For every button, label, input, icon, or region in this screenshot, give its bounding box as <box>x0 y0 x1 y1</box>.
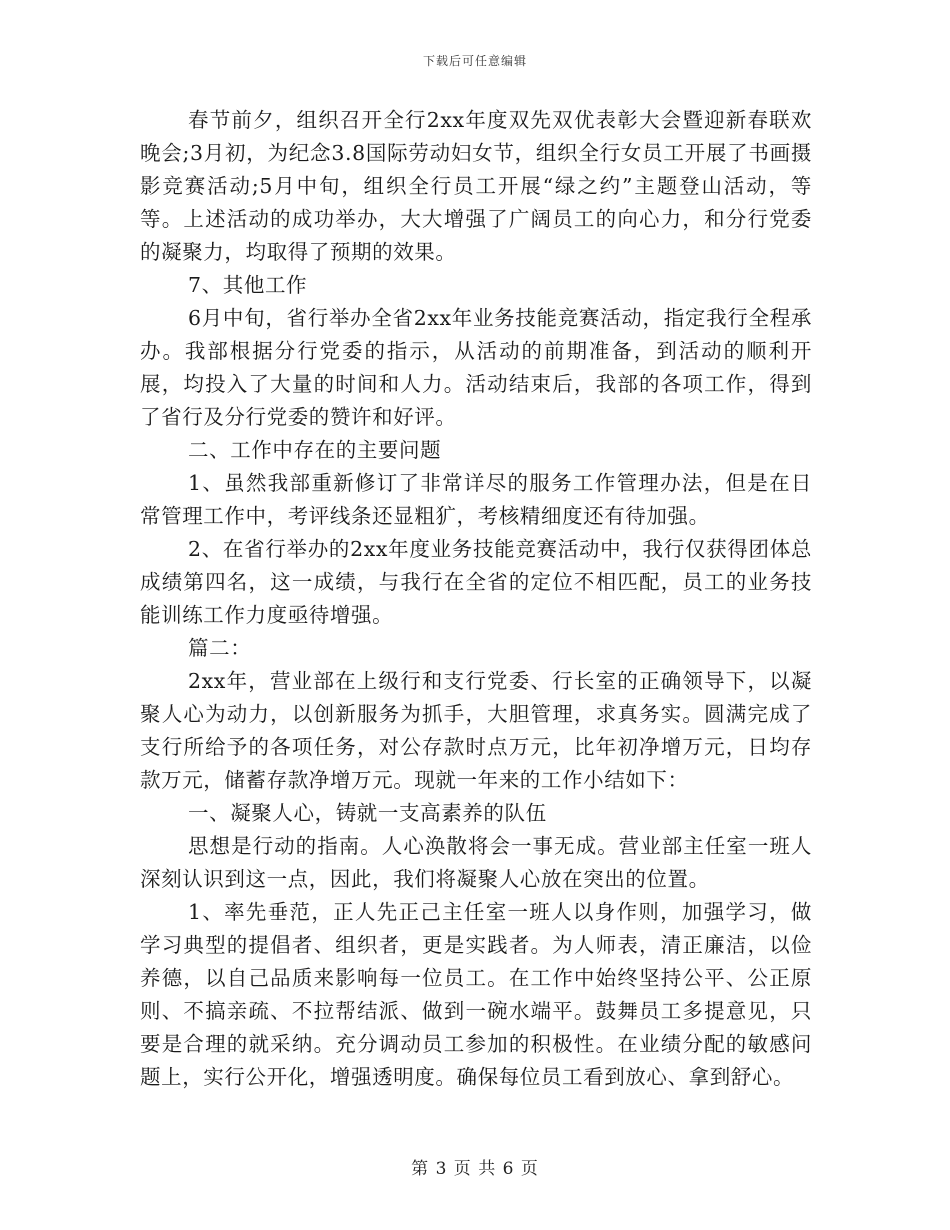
page-header: 下载后可任意编辑 <box>422 54 527 68</box>
section-heading: 二、工作中存在的主要问题 <box>188 438 442 462</box>
document-body <box>140 104 812 1094</box>
paragraph: 1、虽然我部重新修订了非常详尽的服务工作管理办法，但是在日常管理工作中，考评线条还显粗犷，考核精细度还有待加强。 <box>140 471 812 528</box>
section-heading: 篇二： <box>188 636 252 660</box>
paragraph: 6月中旬，省行举办全省2xx年业务技能竞赛活动，指定我行全程承办。我部根据分行党委的指示，从活动的前期准备，到活动的顺利开展，均投入了大量的时间和人力。活动结束后，我部的各项工作，得到了省行及分行党委的赞许和好评。 <box>140 306 812 429</box>
paragraph: 春节前夕，组织召开全行2xx年度双先双优表彰大会暨迎新春联欢晚会;3月初，为纪念3.8国际劳动妇女节，组织全行女员工开展了书画摄影竞赛活动;5月中旬，组织全行员工开展“绿之约”主题登山活动，等等。上述活动的成功举办，大大增强了广阔员工的向心力，和分行党委的凝聚力，均取得了预期的效果。 <box>140 108 812 264</box>
page-number: 第 3 页 共 6 页 <box>411 1159 539 1179</box>
section-heading: 7、其他工作 <box>188 273 308 297</box>
paragraph: 思想是行动的指南。人心涣散将会一事无成。营业部主任室一班人深刻认识到这一点，因此，我们将凝聚人心放在突出的位置。 <box>140 834 812 891</box>
section-heading: 一、凝聚人心，铸就一支高素养的队伍 <box>188 801 547 825</box>
paragraph: 1、率先垂范，正人先正己主任室一班人以身作则，加强学习，做学习典型的提倡者、组织者，更是实践者。为人师表，清正廉洁，以俭养德，以自己品质来影响每一位员工。在工作中始终坚持公平、公正原则、不搞亲疏、不拉帮结派、做到一碗水端平。鼓舞员工多提意见，只要是合理的就采纳。充分调动员工参加的积极性。在业绩分配的敏感问题上，实行公开化，增强透明度。确保每位员工看到放心、拿到舒心。 <box>140 900 812 1089</box>
paragraph: 2xx年，营业部在上级行和支行党委、行长室的正确领导下，以凝聚人心为动力，以创新服务为抓手，大胆管理，求真务实。圆满完成了支行所给予的各项任务，对公存款时点万元，比年初净增万元，日均存款万元，储蓄存款净增万元。现就一年来的工作小结如下： <box>140 669 812 792</box>
paragraph: 2、在省行举办的2xx年度业务技能竞赛活动中，我行仅获得团体总成绩第四名，这一成绩，与我行在全省的定位不相匹配，员工的业务技能训练工作力度亟待增强。 <box>140 537 812 627</box>
